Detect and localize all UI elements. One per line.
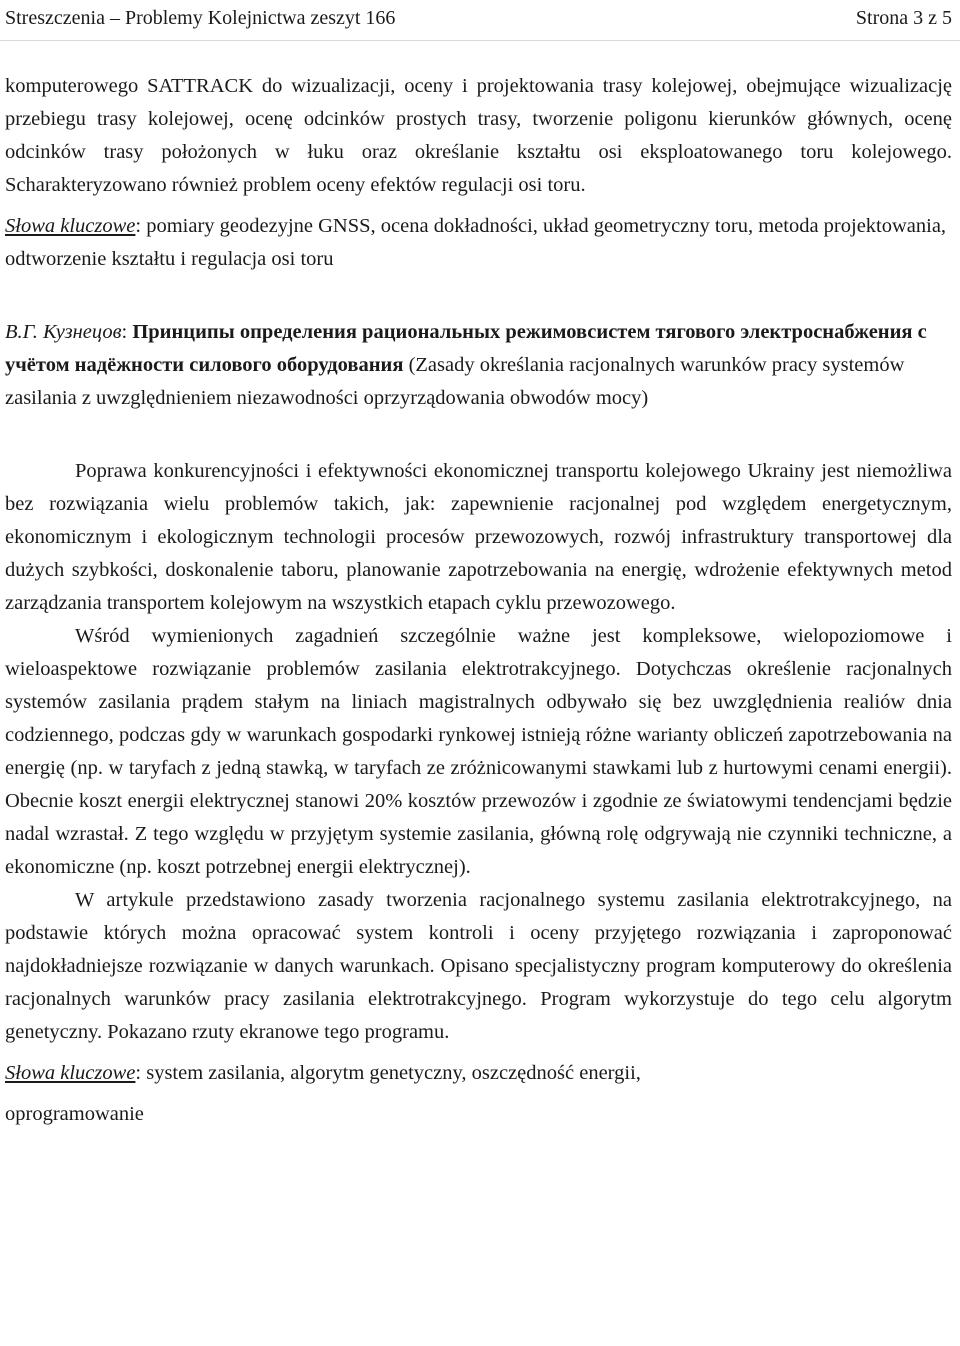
abstract-paragraph-3: W artykule przedstawiono zasady tworzenia racjonalnego systemu zasilania elektrotrakcyjnego, na podstawie których można opracować system kontroli i oceny przyjętego rozwiązania i zaproponować najdokładniejsze rozwiązanie w danych warunkach. Opisano specjalistyczny program komputerowy do określenia racjonalnych warunków pracy zasilania elektrotrakcyjnego. Program wykorzystuje do tego celu algorytm genetyczny. Pokazano rzuty ekranowe tego programu. xyxy=(5,889,952,1043)
article-author: В.Г. Кузнецов xyxy=(5,321,122,343)
keywords-text: system zasilania, algorytm genetyczny, oszczędność energii, xyxy=(146,1062,641,1084)
abstract-paragraph-2: Wśród wymienionych zagadnień szczególnie ważne jest kompleksowe, wielopoziomowe i wieloaspektowe rozwiązanie problemów zasilania elektrotrakcyjnego. Dotychczas określenie racjonalnych systemów zasilania prądem stałym na liniach magistralnych odbywało się bez uwzględnienia realiów dnia codziennego, podczas gdy w warunkach gospodarki rynkowej istnieją różne warianty obliczeń zapotrzebowania na energię (np. w taryfach z jedną stawką, w taryfach ze zróżnicowanymi stawkami lub z hurtowymi cenami energii). Obecnie koszt energii elektrycznej stanowi 20% kosztów przewozów i zgodnie ze światowymi tendencjami będzie nadal wzrastał. Z tego względu w przyjętym systemie zasilania, główną rolę odgrywają nie czynniki techniczne, a ekonomiczne (np. koszt potrzebnej energii elektrycznej). xyxy=(5,625,952,878)
article-title-russian: Принципы определения рациональных режимовсистем тягового электроснабжения с учётом надёжности силового оборудования xyxy=(5,321,927,376)
keywords-text: pomiary geodezyjne GNSS, ocena dokładności, układ geometryczny toru, metoda projektowania, odtworzenie kształtu i regulacja osi toru xyxy=(5,215,947,270)
page-header xyxy=(5,0,952,36)
article-abstract xyxy=(5,455,952,1049)
header-divider xyxy=(0,40,960,41)
article-entry-heading xyxy=(5,316,952,415)
keywords-label: Słowa kluczowe xyxy=(5,215,136,237)
article-keywords-continued: oprogramowanie xyxy=(5,1103,144,1125)
author-separator: : xyxy=(121,321,133,343)
page-indicator: Strona 3 z 5 xyxy=(855,7,952,29)
keywords-separator: : xyxy=(135,215,147,237)
document-body xyxy=(5,70,952,1131)
previous-keywords xyxy=(5,210,952,276)
keywords-separator: : xyxy=(135,1062,147,1084)
abstract-paragraph-1: Poprawa konkurencyjności i efektywności ekonomicznej transportu kolejowego Ukrainy jest niemożliwa bez rozwiązania wielu problemów takich, jak: zapewnienie racjonalnej pod względem energetycznym, ekonomicznym i ekologicznym technologii procesów przewozowych, rozwój infrastruktury transportowej dla dużych szybkości, doskonalenie taboru, planowanie zapotrzebowania na energię, wdrożenie efektywnych metod zarządzania transportem kolejowym na wszystkich etapach cyklu przewozowego. xyxy=(5,460,952,614)
article-keywords xyxy=(5,1057,952,1090)
article-title-polish: (Zasady określania racjonalnych warunków pracy systemów zasilania z uwzględnieniem niezawodności oprzyrządowania obwodów mocy) xyxy=(5,354,905,409)
keywords-label: Słowa kluczowe xyxy=(5,1062,136,1084)
header-title: Streszczenia – Problemy Kolejnictwa zeszyt 166 xyxy=(5,7,396,29)
previous-abstract-text: komputerowego SATTRACK do wizualizacji, oceny i projektowania trasy kolejowej, obejmujące wizualizację przebiegu trasy kolejowej, ocenę odcinków prostych trasy, tworzenie poligonu kierunków głównych, ocenę odcinków trasy położonych w łuku oraz określanie kształtu osi eksploatowanego toru kolejowego. Scharakteryzowano również problem oceny efektów regulacji osi toru. xyxy=(5,75,952,196)
